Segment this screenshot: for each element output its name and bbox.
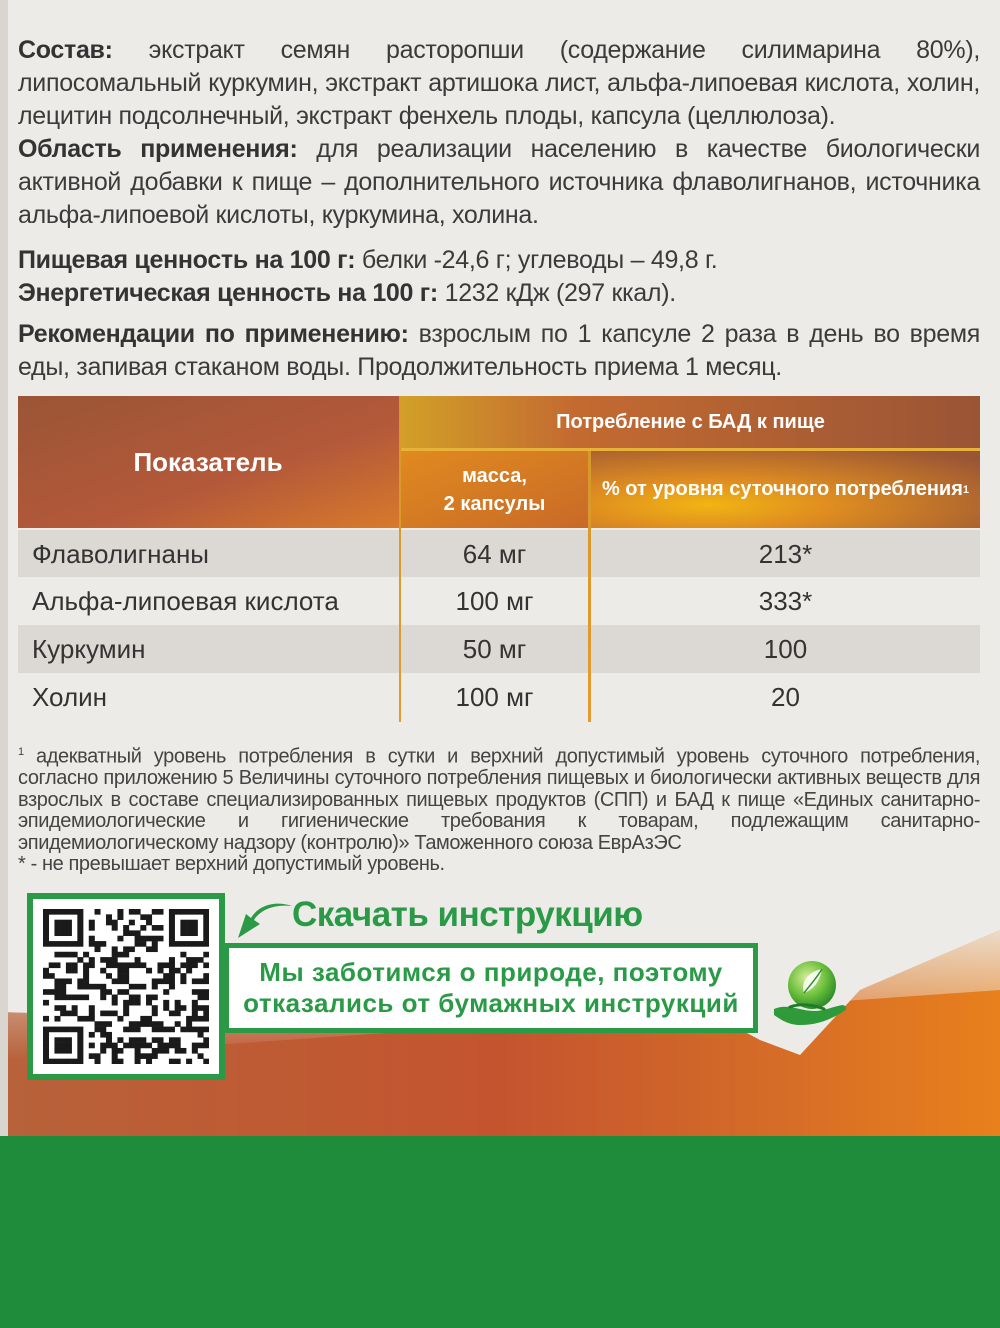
recommendations-label: Рекомендации по применению: — [18, 320, 409, 348]
row-mass: 64 мг — [462, 538, 527, 569]
footnote-2-text: - не превышает верхний допустимый уровень. — [30, 853, 445, 876]
download-instructions-link[interactable]: Скачать инструкцию — [292, 895, 643, 934]
row-name: Холин — [32, 681, 107, 712]
row-percent: 100 — [763, 633, 808, 664]
row-name: Куркумин — [32, 633, 146, 664]
footnote-2 — [18, 854, 980, 876]
row-percent: 213* — [758, 538, 813, 569]
nutrition-label: Пищевая ценность на 100 г: — [18, 246, 356, 274]
header-mass-line2: 2 капсулы — [443, 492, 546, 515]
row-mass: 100 мг — [455, 681, 534, 712]
recommendations-paragraph — [18, 318, 980, 384]
table-row — [18, 577, 980, 625]
header-percent-label: % от уровня суточного потребления — [601, 478, 963, 500]
header-mass-line1: масса, — [462, 464, 527, 487]
nutrition-text: белки -24,6 г; углеводы – 49,8 г. — [361, 246, 718, 274]
composition-paragraph — [18, 34, 980, 133]
energy-paragraph — [18, 277, 980, 310]
eco-leaf-hand-icon — [770, 953, 856, 1033]
header-percent-sup: 1 — [962, 483, 970, 496]
row-percent: 333* — [758, 585, 813, 616]
energy-label: Энергетическая ценность на 100 г: — [18, 279, 438, 307]
header-percent — [591, 451, 980, 528]
qr-code-pattern — [43, 909, 209, 1064]
composition-label: Состав: — [18, 36, 113, 64]
table-row — [18, 530, 980, 578]
row-mass: 100 мг — [455, 585, 534, 616]
composition-text: экстракт семян расторопши (содержание силимарина 80%), липосомальный куркумин, экстракт артишока лист, альфа-липоевая кислота, холин, лецитин подсолнечный, экстракт фенхель плоды, капсула (целлюлоза). — [18, 36, 980, 130]
row-percent: 20 — [771, 681, 800, 712]
qr-code[interactable] — [27, 893, 225, 1080]
table-row — [18, 673, 980, 721]
row-name: Альфа-липоевая кислота — [32, 585, 339, 616]
nutrition-paragraph — [18, 244, 980, 277]
eco-notice-line2: отказались от бумажных инструкций — [243, 988, 739, 1018]
nutrient-table — [18, 396, 980, 722]
header-indicator: Показатель — [133, 446, 283, 477]
footnote-1-mark: 1 — [18, 746, 24, 758]
table-row — [18, 625, 980, 673]
row-name: Флаволигнаны — [32, 538, 209, 569]
eco-notice-line1: Мы заботимся о природе, поэтому — [259, 957, 723, 987]
header-consumption-group: Потребление с БАД к пище — [556, 410, 825, 433]
recommendations-text: взрослым по 1 капсуле 2 раза в день во время еды, запивая стаканом воды. Продолжительность приема 1 месяц. — [18, 320, 981, 381]
eco-notice — [224, 943, 758, 1033]
usage-area-paragraph — [18, 133, 980, 232]
header-mass — [401, 451, 588, 528]
footnote-1 — [18, 742, 980, 854]
footnotes — [18, 742, 980, 876]
footnote-2-mark: * — [18, 853, 26, 876]
footnote-1-text: адекватный уровень потребления в сутки и верхний допустимый уровень суточного потребления, согласно приложению 5 Величины суточного потребления пищевых и биологически активных веществ для взрослых в составе специализированных пищевых продуктов (СПП) и БАД к пище «Единых санитарно-эпидемиологические и гигиенические требования к товарам, подлежащим санитарно-эпидемиологическому надзору (контролю)» Таможенного союза ЕврАзЭС — [18, 745, 980, 854]
usage-area-text: для реализации населению в качестве биологически активной добавки к пище – дополнительного источника флаволигнанов, источника альфа-липоевой кислоты, куркумина, холина. — [18, 135, 980, 229]
usage-area-label: Область применения: — [18, 135, 298, 163]
energy-text: 1232 кДж (297 ккал). — [444, 279, 676, 307]
row-mass: 50 мг — [462, 633, 527, 664]
arrow-left-icon — [234, 900, 294, 944]
